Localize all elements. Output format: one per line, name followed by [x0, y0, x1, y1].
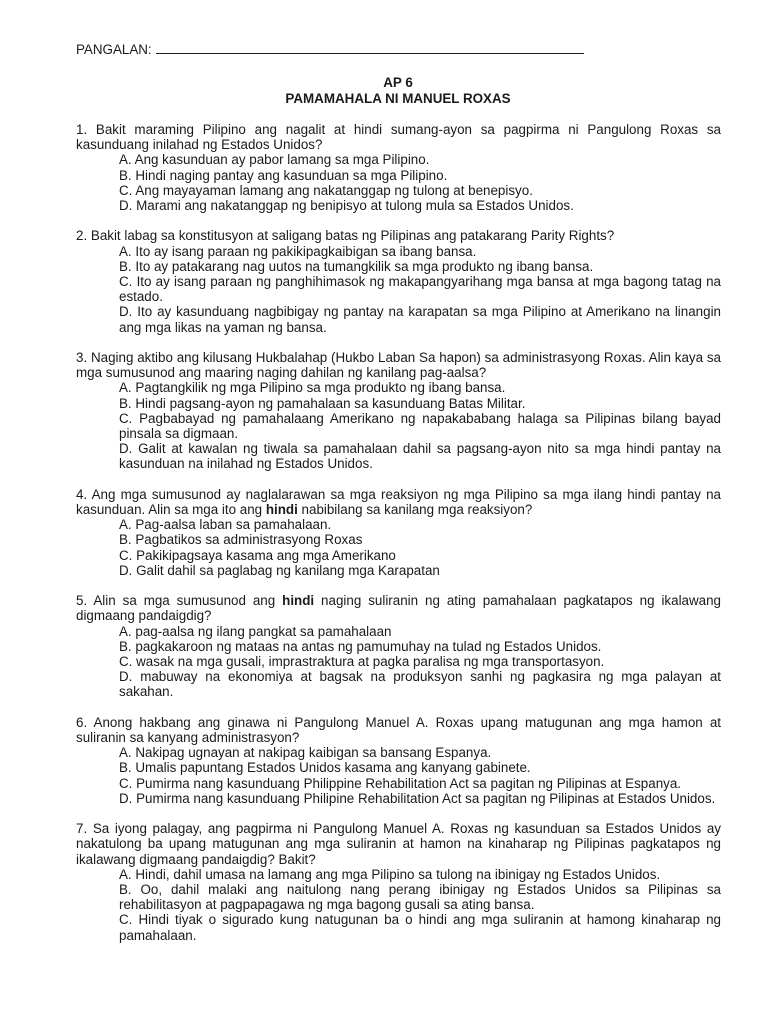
answer-choice: D. Galit at kawalan ng tiwala sa pamahalaan dahil sa pagsang-ayon nito sa mga hindi pantay na kasunduan na inilahad ng Estados Unidos. — [119, 441, 721, 472]
name-blank-line — [156, 42, 584, 54]
question-text-part: 7. Sa iyong palagay, ang pagpirma ni Pangulong Manuel A. Roxas ng kasunduan sa Estados Unidos ay nakatulong ba upang matugunan ang mga suliranin at hamon na kinaharap ng Pilipinas pagkatapos ng ikalawang digmaang pandaigdig? Bakit? — [76, 821, 721, 867]
question-text — [76, 821, 721, 867]
answer-choice: A. Pagtangkilik ng mga Pilipino sa mga produkto ng ibang bansa. — [119, 380, 506, 396]
question-6 — [76, 715, 721, 806]
question-4 — [76, 487, 721, 578]
answer-choice: A. Hindi, dahil umasa na lamang ang mga Pilipino sa tulong na ibinigay ng Estados Unidos. — [119, 866, 661, 882]
name-line — [76, 42, 584, 57]
question-text — [76, 487, 721, 517]
name-label: PANGALAN: — [76, 42, 152, 57]
question-list — [76, 122, 721, 958]
question-5 — [76, 593, 721, 699]
question-emphasis: hindi — [282, 593, 315, 609]
question-text — [76, 593, 721, 623]
question-text — [76, 715, 721, 745]
answer-choice: B. Hindi naging pantay ang kasunduan sa mga Pilipino. — [119, 167, 448, 183]
question-3 — [76, 350, 721, 472]
subject-title: AP 6 — [383, 75, 413, 90]
question-text — [76, 350, 721, 380]
question-text-part: 5. Alin sa mga sumusunod ang — [76, 593, 283, 609]
answer-choice: B. Umalis papuntang Estados Unidos kasama ang kanyang gabinete. — [119, 760, 531, 776]
worksheet-header — [76, 75, 720, 106]
question-text — [76, 122, 721, 152]
answer-choice: D. mabuway na ekonomiya at bagsak na produksyon sanhi ng pagkasira ng mga palayan at sakahan. — [119, 669, 721, 700]
question-text-part: naging suliranin ng ating pamahalaan pagkatapos ng ikalawang digmaang pandaigdig? — [76, 593, 722, 624]
answer-choice: A. Nakipag ugnayan at nakipag kaibigan sa bansang Espanya. — [119, 745, 492, 761]
answer-choice: C. wasak na mga gusali, imprastraktura at pagka paralisa ng mga transportasyon. — [119, 654, 605, 670]
answer-choice: C. Ang mayayaman lamang ang nakatanggap ng tulong at benepisyo. — [119, 182, 533, 198]
answer-choice: D. Ito ay kasunduang nagbibigay ng pantay na karapatan sa mga Pilipino at Amerikano na linangin ang mga likas na yaman ng bansa. — [119, 304, 721, 335]
question-text-part: 4. Ang mga sumusunod ay naglalarawan sa mga reaksiyon ng mga Pilipino sa mga ilang hindi pantay na kasunduan. Alin sa mga ito ang — [76, 486, 721, 518]
answer-choice: B. pagkakaroon ng mataas na antas ng pamumuhay na tulad ng Estados Unidos. — [119, 638, 602, 654]
answer-choice: A. Pag-aalsa laban sa pamahalaan. — [119, 517, 332, 533]
answer-choice: D. Marami ang nakatanggap ng benipisyo at tulong mula sa Estados Unidos. — [119, 198, 574, 214]
answer-choice: D. Galit dahil sa paglabag ng kanilang mga Karapatan — [119, 562, 440, 578]
answer-choice: B. Pagbatikos sa administrasyong Roxas — [119, 532, 363, 548]
answer-choice: A. Ito ay isang paraan ng pakikipagkaibigan sa ibang bansa. — [119, 243, 477, 259]
question-text — [76, 228, 721, 243]
worksheet-title: PAMAMAHALA NI MANUEL ROXAS — [285, 90, 511, 106]
answer-choice: C. Hindi tiyak o sigurado kung natugunan ba o hindi ang mga suliranin at hamong kinaharap ng pamahalaan. — [119, 912, 721, 943]
question-text-part: 6. Anong hakbang ang ginawa ni Pangulong Manuel A. Roxas upang matugunan ang mga hamon at suliranin sa kanyang administrasyon? — [76, 714, 721, 746]
question-text-part: 2. Bakit labag sa konstitusyon at saligang batas ng Pilipinas ang patakarang Parity Rights? — [76, 228, 615, 244]
question-emphasis: hindi — [265, 502, 298, 518]
answer-choice: B. Oo, dahil malaki ang naitulong nang perang ibinigay ng Estados Unidos sa Pilipinas sa rehabilitasyon at pagpapagawa ng mga bagong gusali sa ating bansa. — [119, 882, 721, 913]
answer-choice: A. Ang kasunduan ay pabor lamang sa mga Pilipino. — [119, 152, 430, 168]
question-text-part: 1. Bakit maraming Pilipino ang nagalit at hindi sumang-ayon sa pagpirma ni Pangulong Roxas sa kasunduang inilahad ng Estados Unidos? — [76, 122, 721, 153]
answer-choice: A. pag-aalsa ng ilang pangkat sa pamahalaan — [119, 623, 392, 639]
question-1 — [76, 122, 721, 213]
answer-choice: C. Pumirma nang kasunduang Philippine Rehabilitation Act sa pagitan ng Pilipinas at Espanya. — [119, 775, 682, 791]
question-text-part: nabibilang sa kanilang mga reaksiyon? — [297, 502, 533, 518]
answer-choice: C. Pakikipagsaya kasama ang mga Amerikano — [119, 547, 396, 563]
answer-choice: C. Ito ay isang paraan ng panghihimasok ng makapangyarihang mga bansa at mga bagong tatag na estado. — [119, 274, 721, 305]
answer-choice: D. Pumirma nang kasunduang Philipine Rehabilitation Act sa pagitan ng Pilipinas at Estados Unidos. — [119, 790, 716, 806]
question-7 — [76, 821, 721, 943]
question-text-part: 3. Naging aktibo ang kilusang Hukbalahap (Hukbo Laban Sa hapon) sa administrasyong Roxas. Alin kaya sa mga sumusunod ang maaring naging dahilan ng kanilang pag-aalsa? — [76, 350, 721, 381]
answer-choice: C. Pagbabayad ng pamahalaang Amerikano ng napakababang halaga sa Pilipinas bilang bayad pinsala sa digmaan. — [119, 410, 721, 442]
question-2 — [76, 228, 721, 334]
answer-choice: B. Hindi pagsang-ayon ng pamahalaan sa kasunduang Batas Militar. — [119, 395, 526, 411]
answer-choice: B. Ito ay patakarang nag uutos na tumangkilik sa mga produkto ng ibang bansa. — [119, 258, 594, 274]
